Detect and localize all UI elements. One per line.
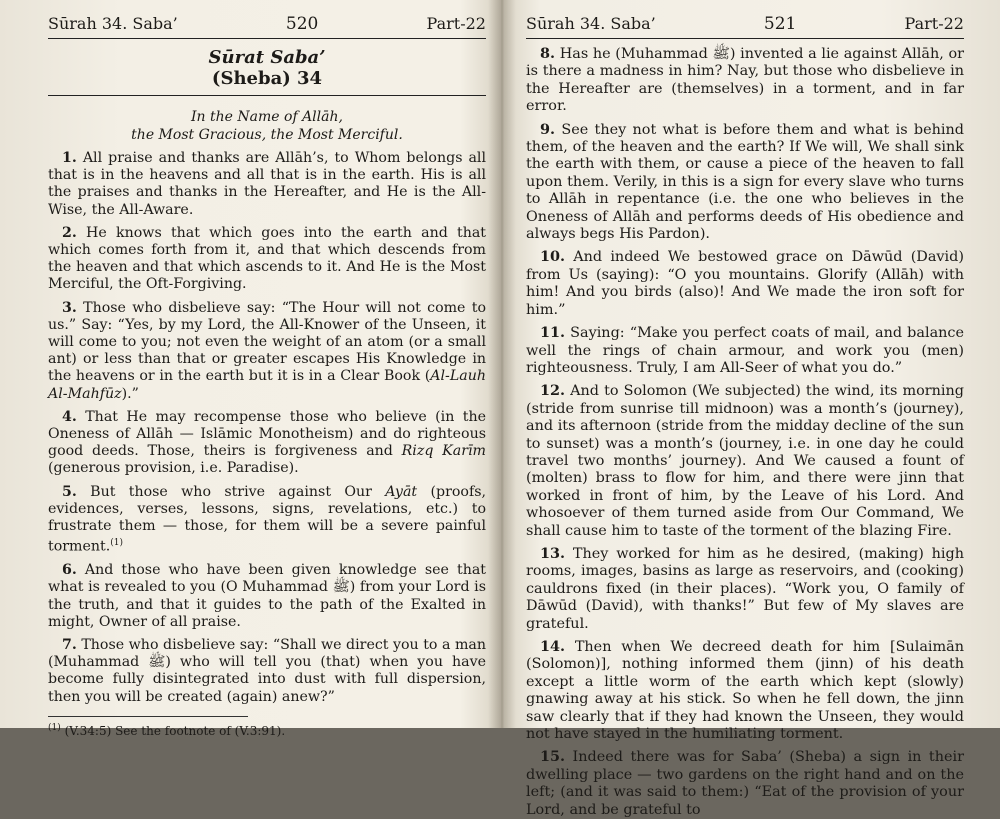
verse-text: Indeed there was for Saba’ (Sheba) a sign in their dwelling place — two gardens on the right hand and on the left; (and it was said to them:) “Eat of the provision of your Lord, and be grateful to bbox=[526, 749, 964, 818]
footnote-marker: (1) bbox=[48, 722, 61, 733]
verse-number: 1. bbox=[62, 150, 77, 166]
right-page-header bbox=[526, 14, 964, 39]
verse-text: All praise and thanks are Allāh’s, to Whom belongs all that is in the heavens and all that is in the earth. His is all the praises and thanks in the Hereafter, and He is the All-Wise, the All-Aware. bbox=[48, 150, 486, 218]
verse-number: 5. bbox=[62, 483, 77, 500]
verse-8 bbox=[526, 45, 964, 116]
left-header-title: Sūrah 34. Saba’ bbox=[48, 14, 178, 33]
verse-text: Those who disbelieve say: “The Hour will not come to us.” Say: “Yes, by my Lord, the All-Knower of the Unseen, it will come to you; not even the weight of an atom (or a small ant) or less than that or greater escapes His Knowledge in the heavens or in the earth but it is in a Clear Book ( bbox=[48, 299, 486, 385]
left-header-part: Part-22 bbox=[426, 14, 486, 33]
verse-italic-term: Al-Lauh Al-Mahfūz bbox=[48, 368, 486, 402]
right-page bbox=[502, 0, 1000, 818]
verse-text: But those who strive against Our bbox=[90, 483, 386, 500]
verse-9 bbox=[526, 121, 964, 244]
verse-5 bbox=[48, 484, 486, 557]
verse-number: 6. bbox=[62, 562, 77, 579]
verse-number: 14. bbox=[540, 638, 566, 655]
verse-3 bbox=[48, 300, 486, 403]
verse-6 bbox=[48, 562, 486, 631]
basmala bbox=[48, 108, 486, 144]
surah-heading bbox=[48, 45, 486, 96]
footnote-reference[interactable]: (1) bbox=[110, 538, 123, 549]
verse-1 bbox=[48, 150, 486, 219]
verse-italic-term: Rizq Karīm bbox=[401, 443, 486, 460]
verse-4 bbox=[48, 409, 486, 478]
left-page-number: 520 bbox=[285, 14, 319, 34]
verse-text: Saying: “Make you perfect coats of mail, and balance well the rings of chain armour, and work you (men) righteousness. Truly, I am All-Seer of what you do.” bbox=[526, 325, 964, 376]
verse-number: 8. bbox=[540, 45, 556, 62]
verse-text-end: (generous provision, i.e. Paradise). bbox=[48, 460, 299, 477]
verse-10 bbox=[526, 248, 964, 319]
verse-text: Those who disbelieve say: “Shall we direct you to a man (Muhammad ﷺ) who will tell you (that) when you have become fully disintegrated into dust with full dispersion, then you will be created (again) anew?” bbox=[48, 637, 486, 705]
footnote bbox=[48, 721, 486, 739]
surah-subtitle: (Sheba) 34 bbox=[211, 68, 323, 89]
left-page bbox=[0, 0, 498, 738]
verse-2 bbox=[48, 225, 486, 294]
verse-number: 10. bbox=[540, 248, 566, 266]
verse-text: And those who have been given knowledge see that what is revealed to you (O Muhammad ﷺ) from your Lord is the truth, and that it guides to the path of the Exalted in might, Owner of all praise. bbox=[48, 562, 486, 630]
footnote-divider bbox=[48, 716, 248, 717]
right-header-part: Part-22 bbox=[904, 14, 964, 33]
verse-number: 4. bbox=[62, 408, 77, 425]
basmala-line-2: the Most Gracious, the Most Merciful. bbox=[131, 127, 403, 143]
verse-13 bbox=[526, 545, 964, 633]
verse-text: Then when We decreed death for him [Sulaimān (Solomon)], nothing informed them (jinn) of his death except a little worm of the earth which kept (slowly) gnawing away at his stick. So when he fell down, the jinn saw clearly that if they had known the Unseen, they would not have stayed in the humiliating torment. bbox=[526, 639, 964, 743]
verse-text: See they not what is before them and what is behind them, of the heaven and the earth? If We will, We shall sink the earth with them, or cause a piece of the heaven to fall upon them. Verily, in this is a sign for every slave who turns to Allāh in repentance (i.e. the one who believes in the Oneness of Allāh and performs deeds of His obedience and always begs His Pardon). bbox=[526, 121, 965, 243]
verse-text: And to Solomon (We subjected) the wind, its morning (stride from sunrise till midnoon) was a month’s (journey), and its afternoon (stride from the midday decline of the sun to sunset) was a month’s (journey, i.e. in one day he could travel two months’ journey). And We caused a fount of (molten) brass to flow for him, and there were jinn that worked in front of him, by the Leave of his Lord. And whosoever of them turned aside from Our Command, We shall cause him to taste of the torment of the blazing Fire. bbox=[526, 383, 964, 539]
verse-number: 12. bbox=[540, 382, 566, 400]
verse-text-end: ).” bbox=[121, 385, 139, 402]
right-page-number: 521 bbox=[763, 14, 797, 34]
verse-number: 15. bbox=[540, 748, 566, 766]
verse-text: That He may recompense those who believe (in the Oneness of Allāh — Islāmic Monotheism) and do righteous good deeds. Those, theirs is forgiveness and bbox=[48, 408, 486, 460]
verse-number: 13. bbox=[540, 544, 566, 562]
verse-11 bbox=[526, 324, 964, 377]
verse-text: Has he (Muhammad ﷺ) invented a lie against Allāh, or is there a madness in him? Nay, but those who disbelieve in the Hereafter are (themselves) in a torment, and in far error. bbox=[526, 46, 964, 115]
verse-number: 2. bbox=[62, 224, 77, 241]
verse-number: 9. bbox=[540, 120, 556, 138]
verse-text-end: (proofs, evidences, verses, lessons, signs, revelations, etc.) to frustrate them — those, for them will be a severe painful torment. bbox=[48, 483, 486, 555]
verse-italic-term: Ayāt bbox=[385, 483, 418, 500]
verse-number: 11. bbox=[540, 324, 566, 342]
verse-number: 7. bbox=[62, 637, 77, 654]
surah-title: Sūrat Saba’ bbox=[208, 47, 326, 68]
verse-text: They worked for him as he desired, (making) high rooms, images, basins as large as reservoirs, and (cooking) cauldrons fixed (in their places). “Work you, O family of Dāwūd (David), with thanks!” But few of My slaves are grateful. bbox=[526, 545, 965, 632]
basmala-line-1: In the Name of Allāh, bbox=[191, 109, 343, 125]
verse-text: He knows that which goes into the earth and that which comes forth from it, and that which descends from the heaven and that which ascends to it. And He is the Most Merciful, the Oft-Forgiving. bbox=[48, 224, 487, 293]
footnote-text: (V.34:5) See the footnote of (V.3:91). bbox=[60, 723, 286, 738]
right-header-title: Sūrah 34. Saba’ bbox=[526, 14, 656, 33]
verse-number: 3. bbox=[62, 299, 77, 316]
verse-12 bbox=[526, 382, 964, 540]
left-page-header bbox=[48, 14, 486, 39]
verse-7 bbox=[48, 637, 486, 706]
verse-text: And indeed We bestowed grace on Dāwūd (David) from Us (saying): “O you mountains. Glorify (Allāh) with him! And you birds (also)! And We made the iron soft for him.” bbox=[526, 249, 964, 318]
verse-15 bbox=[526, 748, 964, 819]
